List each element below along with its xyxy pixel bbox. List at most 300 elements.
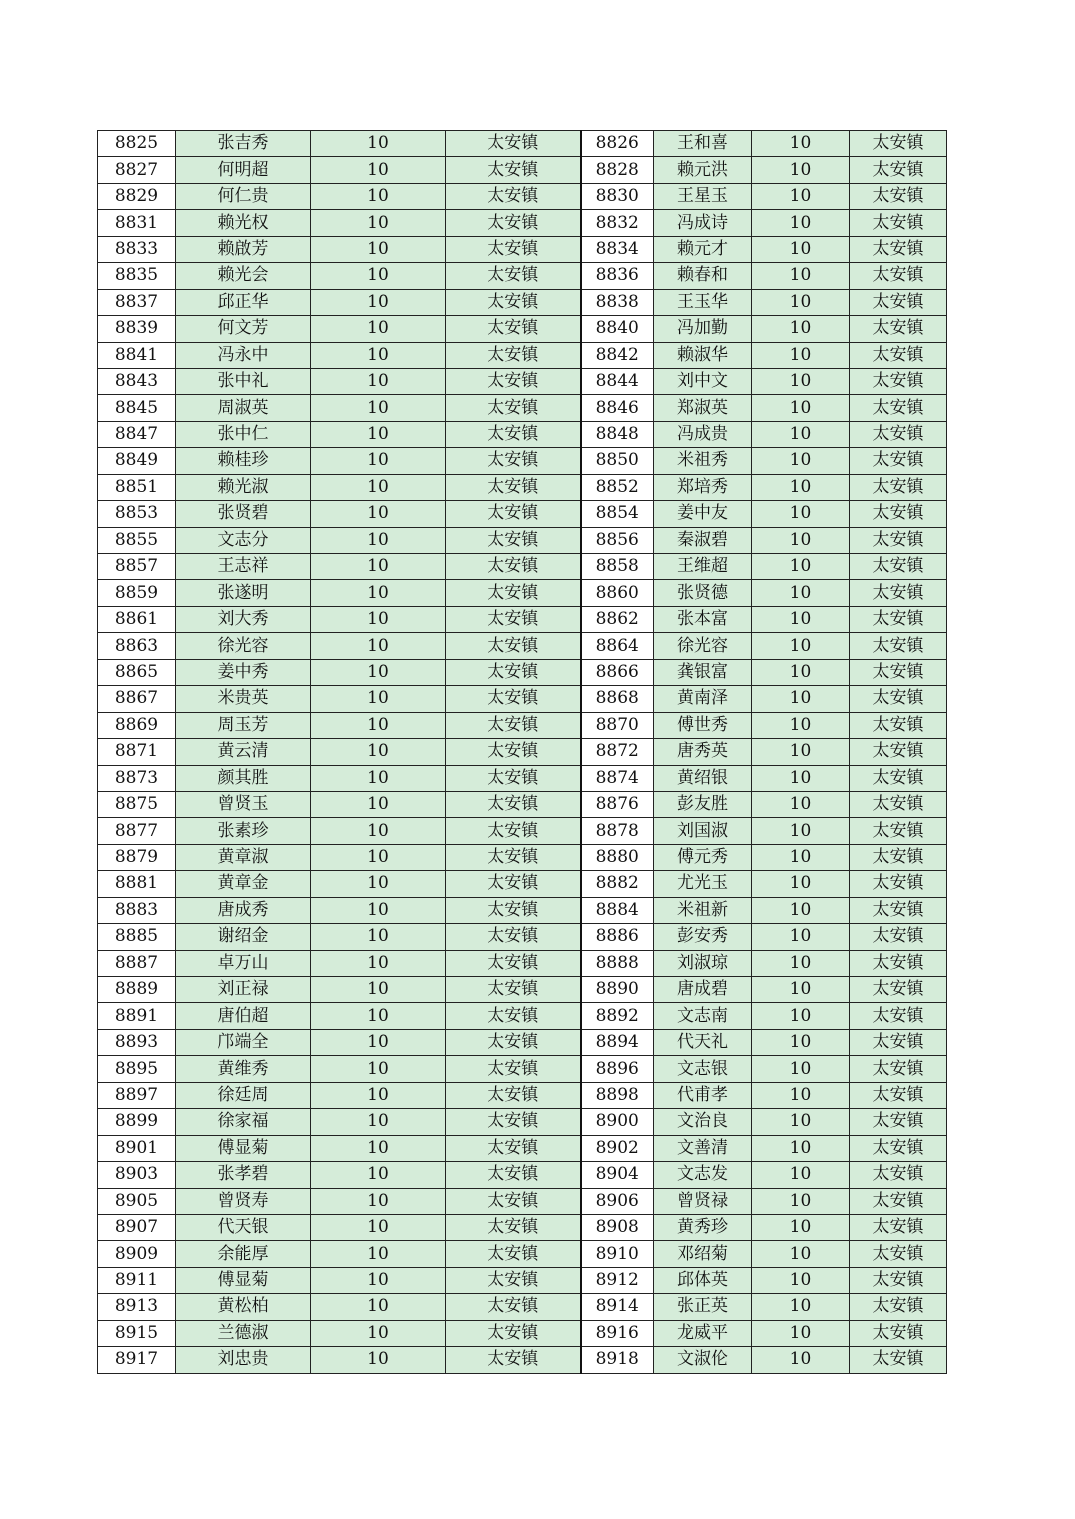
amount-cell: 10 [752, 1162, 850, 1188]
amount-cell: 10 [752, 897, 850, 923]
table-row [98, 1109, 947, 1135]
serial-number-cell: 8846 [581, 395, 654, 421]
serial-number-cell: 8897 [98, 1082, 176, 1108]
name-cell: 刘国淑 [654, 818, 752, 844]
amount-cell: 10 [752, 686, 850, 712]
serial-number-cell: 8860 [581, 580, 654, 606]
table-row [98, 1241, 947, 1267]
serial-number-cell: 8902 [581, 1135, 654, 1161]
amount-cell: 10 [311, 1347, 446, 1373]
table-row [98, 686, 947, 712]
name-cell: 周淑英 [176, 395, 311, 421]
serial-number-cell: 8849 [98, 448, 176, 474]
name-cell: 冯永中 [176, 342, 311, 368]
table-row [98, 1294, 947, 1320]
amount-cell: 10 [752, 342, 850, 368]
amount-cell: 10 [311, 1082, 446, 1108]
amount-cell: 10 [311, 871, 446, 897]
table-row [98, 791, 947, 817]
serial-number-cell: 8831 [98, 210, 176, 236]
town-cell: 太安镇 [850, 739, 947, 765]
serial-number-cell: 8859 [98, 580, 176, 606]
serial-number-cell: 8841 [98, 342, 176, 368]
name-cell: 徐光容 [654, 633, 752, 659]
name-cell: 张贤碧 [176, 501, 311, 527]
name-cell: 代天银 [176, 1214, 311, 1240]
town-cell: 太安镇 [446, 527, 581, 553]
amount-cell: 10 [311, 686, 446, 712]
town-cell: 太安镇 [446, 501, 581, 527]
serial-number-cell: 8825 [98, 131, 176, 157]
serial-number-cell: 8912 [581, 1267, 654, 1293]
amount-cell: 10 [311, 606, 446, 632]
town-cell: 太安镇 [446, 236, 581, 262]
town-cell: 太安镇 [850, 210, 947, 236]
name-cell: 唐伯超 [176, 1003, 311, 1029]
town-cell: 太安镇 [446, 368, 581, 394]
name-cell: 徐光容 [176, 633, 311, 659]
name-cell: 周玉芳 [176, 712, 311, 738]
amount-cell: 10 [752, 659, 850, 685]
serial-number-cell: 8890 [581, 977, 654, 1003]
town-cell: 太安镇 [850, 131, 947, 157]
amount-cell: 10 [752, 501, 850, 527]
serial-number-cell: 8910 [581, 1241, 654, 1267]
name-cell: 邱正华 [176, 289, 311, 315]
amount-cell: 10 [311, 131, 446, 157]
table-row [98, 580, 947, 606]
name-cell: 刘忠贵 [176, 1347, 311, 1373]
serial-number-cell: 8900 [581, 1109, 654, 1135]
serial-number-cell: 8918 [581, 1347, 654, 1373]
serial-number-cell: 8853 [98, 501, 176, 527]
amount-cell: 10 [752, 712, 850, 738]
table-row [98, 395, 947, 421]
amount-cell: 10 [311, 977, 446, 1003]
amount-cell: 10 [752, 368, 850, 394]
amount-cell: 10 [311, 712, 446, 738]
serial-number-cell: 8833 [98, 236, 176, 262]
amount-cell: 10 [311, 183, 446, 209]
amount-cell: 10 [752, 818, 850, 844]
town-cell: 太安镇 [850, 527, 947, 553]
town-cell: 太安镇 [850, 316, 947, 342]
amount-cell: 10 [311, 844, 446, 870]
town-cell: 太安镇 [446, 1135, 581, 1161]
serial-number-cell: 8891 [98, 1003, 176, 1029]
town-cell: 太安镇 [850, 950, 947, 976]
serial-number-cell: 8888 [581, 950, 654, 976]
name-cell: 彭友胜 [654, 791, 752, 817]
amount-cell: 10 [752, 289, 850, 315]
amount-cell: 10 [752, 791, 850, 817]
town-cell: 太安镇 [850, 791, 947, 817]
name-cell: 彭安秀 [654, 924, 752, 950]
town-cell: 太安镇 [446, 633, 581, 659]
name-cell: 张素珍 [176, 818, 311, 844]
serial-number-cell: 8892 [581, 1003, 654, 1029]
name-cell: 张吉秀 [176, 131, 311, 157]
name-cell: 文志分 [176, 527, 311, 553]
name-cell: 郑培秀 [654, 474, 752, 500]
name-cell: 黄南泽 [654, 686, 752, 712]
amount-cell: 10 [752, 131, 850, 157]
amount-cell: 10 [311, 580, 446, 606]
amount-cell: 10 [311, 1188, 446, 1214]
town-cell: 太安镇 [446, 818, 581, 844]
amount-cell: 10 [752, 1241, 850, 1267]
serial-number-cell: 8835 [98, 263, 176, 289]
table-row [98, 289, 947, 315]
table-row [98, 897, 947, 923]
amount-cell: 10 [311, 1162, 446, 1188]
name-cell: 王玉华 [654, 289, 752, 315]
town-cell: 太安镇 [446, 1320, 581, 1346]
serial-number-cell: 8915 [98, 1320, 176, 1346]
serial-number-cell: 8885 [98, 924, 176, 950]
town-cell: 太安镇 [850, 1320, 947, 1346]
name-cell: 刘大秀 [176, 606, 311, 632]
name-cell: 赖春和 [654, 263, 752, 289]
name-cell: 傅显菊 [176, 1135, 311, 1161]
name-cell: 曾贤寿 [176, 1188, 311, 1214]
name-cell: 张遂明 [176, 580, 311, 606]
serial-number-cell: 8879 [98, 844, 176, 870]
serial-number-cell: 8872 [581, 739, 654, 765]
town-cell: 太安镇 [446, 1214, 581, 1240]
amount-cell: 10 [752, 1347, 850, 1373]
serial-number-cell: 8876 [581, 791, 654, 817]
serial-number-cell: 8899 [98, 1109, 176, 1135]
amount-cell: 10 [311, 501, 446, 527]
amount-cell: 10 [311, 368, 446, 394]
town-cell: 太安镇 [446, 950, 581, 976]
serial-number-cell: 8842 [581, 342, 654, 368]
town-cell: 太安镇 [446, 448, 581, 474]
amount-cell: 10 [311, 316, 446, 342]
amount-cell: 10 [311, 1135, 446, 1161]
town-cell: 太安镇 [850, 421, 947, 447]
town-cell: 太安镇 [446, 659, 581, 685]
serial-number-cell: 8889 [98, 977, 176, 1003]
amount-cell: 10 [752, 210, 850, 236]
name-cell: 张中仁 [176, 421, 311, 447]
serial-number-cell: 8863 [98, 633, 176, 659]
town-cell: 太安镇 [446, 1003, 581, 1029]
town-cell: 太安镇 [850, 474, 947, 500]
amount-cell: 10 [311, 554, 446, 580]
serial-number-cell: 8908 [581, 1214, 654, 1240]
roster-table [97, 130, 947, 1374]
serial-number-cell: 8830 [581, 183, 654, 209]
serial-number-cell: 8868 [581, 686, 654, 712]
serial-number-cell: 8882 [581, 871, 654, 897]
town-cell: 太安镇 [446, 686, 581, 712]
serial-number-cell: 8886 [581, 924, 654, 950]
name-cell: 王维超 [654, 554, 752, 580]
town-cell: 太安镇 [446, 1029, 581, 1055]
amount-cell: 10 [752, 1135, 850, 1161]
town-cell: 太安镇 [446, 924, 581, 950]
serial-number-cell: 8907 [98, 1214, 176, 1240]
name-cell: 米祖新 [654, 897, 752, 923]
amount-cell: 10 [752, 316, 850, 342]
name-cell: 文善清 [654, 1135, 752, 1161]
town-cell: 太安镇 [446, 580, 581, 606]
table-row [98, 1188, 947, 1214]
serial-number-cell: 8865 [98, 659, 176, 685]
name-cell: 冯成贵 [654, 421, 752, 447]
table-row [98, 977, 947, 1003]
name-cell: 兰德淑 [176, 1320, 311, 1346]
town-cell: 太安镇 [850, 395, 947, 421]
serial-number-cell: 8867 [98, 686, 176, 712]
name-cell: 赖光会 [176, 263, 311, 289]
name-cell: 邱体英 [654, 1267, 752, 1293]
name-cell: 文志发 [654, 1162, 752, 1188]
town-cell: 太安镇 [850, 289, 947, 315]
town-cell: 太安镇 [850, 580, 947, 606]
town-cell: 太安镇 [850, 1003, 947, 1029]
amount-cell: 10 [752, 924, 850, 950]
name-cell: 文淑伦 [654, 1347, 752, 1373]
serial-number-cell: 8828 [581, 157, 654, 183]
table-row [98, 527, 947, 553]
serial-number-cell: 8881 [98, 871, 176, 897]
name-cell: 龙威平 [654, 1320, 752, 1346]
amount-cell: 10 [752, 580, 850, 606]
amount-cell: 10 [311, 236, 446, 262]
name-cell: 尤光玉 [654, 871, 752, 897]
amount-cell: 10 [752, 1294, 850, 1320]
name-cell: 黄绍银 [654, 765, 752, 791]
name-cell: 王和喜 [654, 131, 752, 157]
amount-cell: 10 [752, 633, 850, 659]
town-cell: 太安镇 [850, 1241, 947, 1267]
serial-number-cell: 8913 [98, 1294, 176, 1320]
amount-cell: 10 [311, 448, 446, 474]
amount-cell: 10 [311, 210, 446, 236]
name-cell: 代天礼 [654, 1029, 752, 1055]
town-cell: 太安镇 [850, 871, 947, 897]
town-cell: 太安镇 [850, 554, 947, 580]
amount-cell: 10 [752, 871, 850, 897]
name-cell: 黄松柏 [176, 1294, 311, 1320]
amount-cell: 10 [752, 765, 850, 791]
serial-number-cell: 8898 [581, 1082, 654, 1108]
table-row [98, 501, 947, 527]
name-cell: 卓万山 [176, 950, 311, 976]
name-cell: 余能厚 [176, 1241, 311, 1267]
town-cell: 太安镇 [850, 1347, 947, 1373]
amount-cell: 10 [752, 1214, 850, 1240]
town-cell: 太安镇 [850, 897, 947, 923]
table-row [98, 606, 947, 632]
table-row [98, 157, 947, 183]
town-cell: 太安镇 [850, 263, 947, 289]
table-row [98, 1347, 947, 1373]
town-cell: 太安镇 [446, 1267, 581, 1293]
serial-number-cell: 8826 [581, 131, 654, 157]
town-cell: 太安镇 [446, 210, 581, 236]
serial-number-cell: 8903 [98, 1162, 176, 1188]
name-cell: 张贤德 [654, 580, 752, 606]
amount-cell: 10 [752, 395, 850, 421]
town-cell: 太安镇 [446, 1056, 581, 1082]
amount-cell: 10 [311, 897, 446, 923]
serial-number-cell: 8893 [98, 1029, 176, 1055]
serial-number-cell: 8838 [581, 289, 654, 315]
table-row [98, 1082, 947, 1108]
town-cell: 太安镇 [850, 368, 947, 394]
name-cell: 龚银富 [654, 659, 752, 685]
amount-cell: 10 [752, 1056, 850, 1082]
town-cell: 太安镇 [850, 448, 947, 474]
name-cell: 姜中秀 [176, 659, 311, 685]
town-cell: 太安镇 [446, 1082, 581, 1108]
serial-number-cell: 8871 [98, 739, 176, 765]
amount-cell: 10 [311, 342, 446, 368]
town-cell: 太安镇 [850, 1135, 947, 1161]
name-cell: 何明超 [176, 157, 311, 183]
name-cell: 邝端全 [176, 1029, 311, 1055]
serial-number-cell: 8856 [581, 527, 654, 553]
amount-cell: 10 [311, 289, 446, 315]
amount-cell: 10 [752, 1003, 850, 1029]
town-cell: 太安镇 [446, 183, 581, 209]
name-cell: 赖淑华 [654, 342, 752, 368]
name-cell: 黄维秀 [176, 1056, 311, 1082]
roster-body [98, 131, 947, 1374]
town-cell: 太安镇 [446, 712, 581, 738]
name-cell: 代甫孝 [654, 1082, 752, 1108]
name-cell: 赖桂珍 [176, 448, 311, 474]
serial-number-cell: 8875 [98, 791, 176, 817]
town-cell: 太安镇 [446, 395, 581, 421]
table-row [98, 659, 947, 685]
amount-cell: 10 [752, 183, 850, 209]
name-cell: 冯成诗 [654, 210, 752, 236]
amount-cell: 10 [311, 1003, 446, 1029]
name-cell: 王志祥 [176, 554, 311, 580]
amount-cell: 10 [311, 1294, 446, 1320]
serial-number-cell: 8861 [98, 606, 176, 632]
serial-number-cell: 8909 [98, 1241, 176, 1267]
serial-number-cell: 8836 [581, 263, 654, 289]
town-cell: 太安镇 [850, 183, 947, 209]
serial-number-cell: 8862 [581, 606, 654, 632]
town-cell: 太安镇 [446, 1109, 581, 1135]
table-row [98, 474, 947, 500]
table-row [98, 263, 947, 289]
serial-number-cell: 8852 [581, 474, 654, 500]
name-cell: 姜中友 [654, 501, 752, 527]
name-cell: 米祖秀 [654, 448, 752, 474]
town-cell: 太安镇 [850, 924, 947, 950]
town-cell: 太安镇 [850, 606, 947, 632]
town-cell: 太安镇 [850, 1109, 947, 1135]
name-cell: 唐成碧 [654, 977, 752, 1003]
serial-number-cell: 8854 [581, 501, 654, 527]
town-cell: 太安镇 [850, 1162, 947, 1188]
town-cell: 太安镇 [446, 791, 581, 817]
serial-number-cell: 8873 [98, 765, 176, 791]
serial-number-cell: 8827 [98, 157, 176, 183]
table-row [98, 368, 947, 394]
name-cell: 唐成秀 [176, 897, 311, 923]
amount-cell: 10 [311, 633, 446, 659]
table-row [98, 554, 947, 580]
table-row [98, 448, 947, 474]
name-cell: 黄秀珍 [654, 1214, 752, 1240]
serial-number-cell: 8901 [98, 1135, 176, 1161]
table-row [98, 633, 947, 659]
serial-number-cell: 8832 [581, 210, 654, 236]
town-cell: 太安镇 [850, 818, 947, 844]
amount-cell: 10 [311, 791, 446, 817]
town-cell: 太安镇 [446, 977, 581, 1003]
serial-number-cell: 8895 [98, 1056, 176, 1082]
table-row [98, 1320, 947, 1346]
town-cell: 太安镇 [446, 474, 581, 500]
amount-cell: 10 [311, 1267, 446, 1293]
amount-cell: 10 [311, 1320, 446, 1346]
amount-cell: 10 [752, 1109, 850, 1135]
town-cell: 太安镇 [850, 686, 947, 712]
table-row [98, 1162, 947, 1188]
name-cell: 黄章淑 [176, 844, 311, 870]
name-cell: 文志银 [654, 1056, 752, 1082]
name-cell: 郑淑英 [654, 395, 752, 421]
table-row [98, 1135, 947, 1161]
serial-number-cell: 8839 [98, 316, 176, 342]
name-cell: 傅显菊 [176, 1267, 311, 1293]
table-row [98, 739, 947, 765]
amount-cell: 10 [752, 950, 850, 976]
name-cell: 徐家福 [176, 1109, 311, 1135]
name-cell: 张中礼 [176, 368, 311, 394]
serial-number-cell: 8916 [581, 1320, 654, 1346]
town-cell: 太安镇 [446, 554, 581, 580]
amount-cell: 10 [311, 924, 446, 950]
serial-number-cell: 8917 [98, 1347, 176, 1373]
town-cell: 太安镇 [446, 421, 581, 447]
table-row [98, 131, 947, 157]
town-cell: 太安镇 [446, 289, 581, 315]
town-cell: 太安镇 [850, 501, 947, 527]
name-cell: 曾贤禄 [654, 1188, 752, 1214]
name-cell: 赖光权 [176, 210, 311, 236]
amount-cell: 10 [752, 157, 850, 183]
serial-number-cell: 8884 [581, 897, 654, 923]
town-cell: 太安镇 [850, 765, 947, 791]
town-cell: 太安镇 [446, 1241, 581, 1267]
name-cell: 黄章金 [176, 871, 311, 897]
name-cell: 傅元秀 [654, 844, 752, 870]
serial-number-cell: 8848 [581, 421, 654, 447]
table-row [98, 342, 947, 368]
amount-cell: 10 [752, 1320, 850, 1346]
town-cell: 太安镇 [446, 342, 581, 368]
town-cell: 太安镇 [446, 606, 581, 632]
amount-cell: 10 [311, 1029, 446, 1055]
serial-number-cell: 8855 [98, 527, 176, 553]
name-cell: 谢绍金 [176, 924, 311, 950]
name-cell: 张本富 [654, 606, 752, 632]
table-row [98, 1267, 947, 1293]
amount-cell: 10 [311, 659, 446, 685]
town-cell: 太安镇 [446, 1162, 581, 1188]
